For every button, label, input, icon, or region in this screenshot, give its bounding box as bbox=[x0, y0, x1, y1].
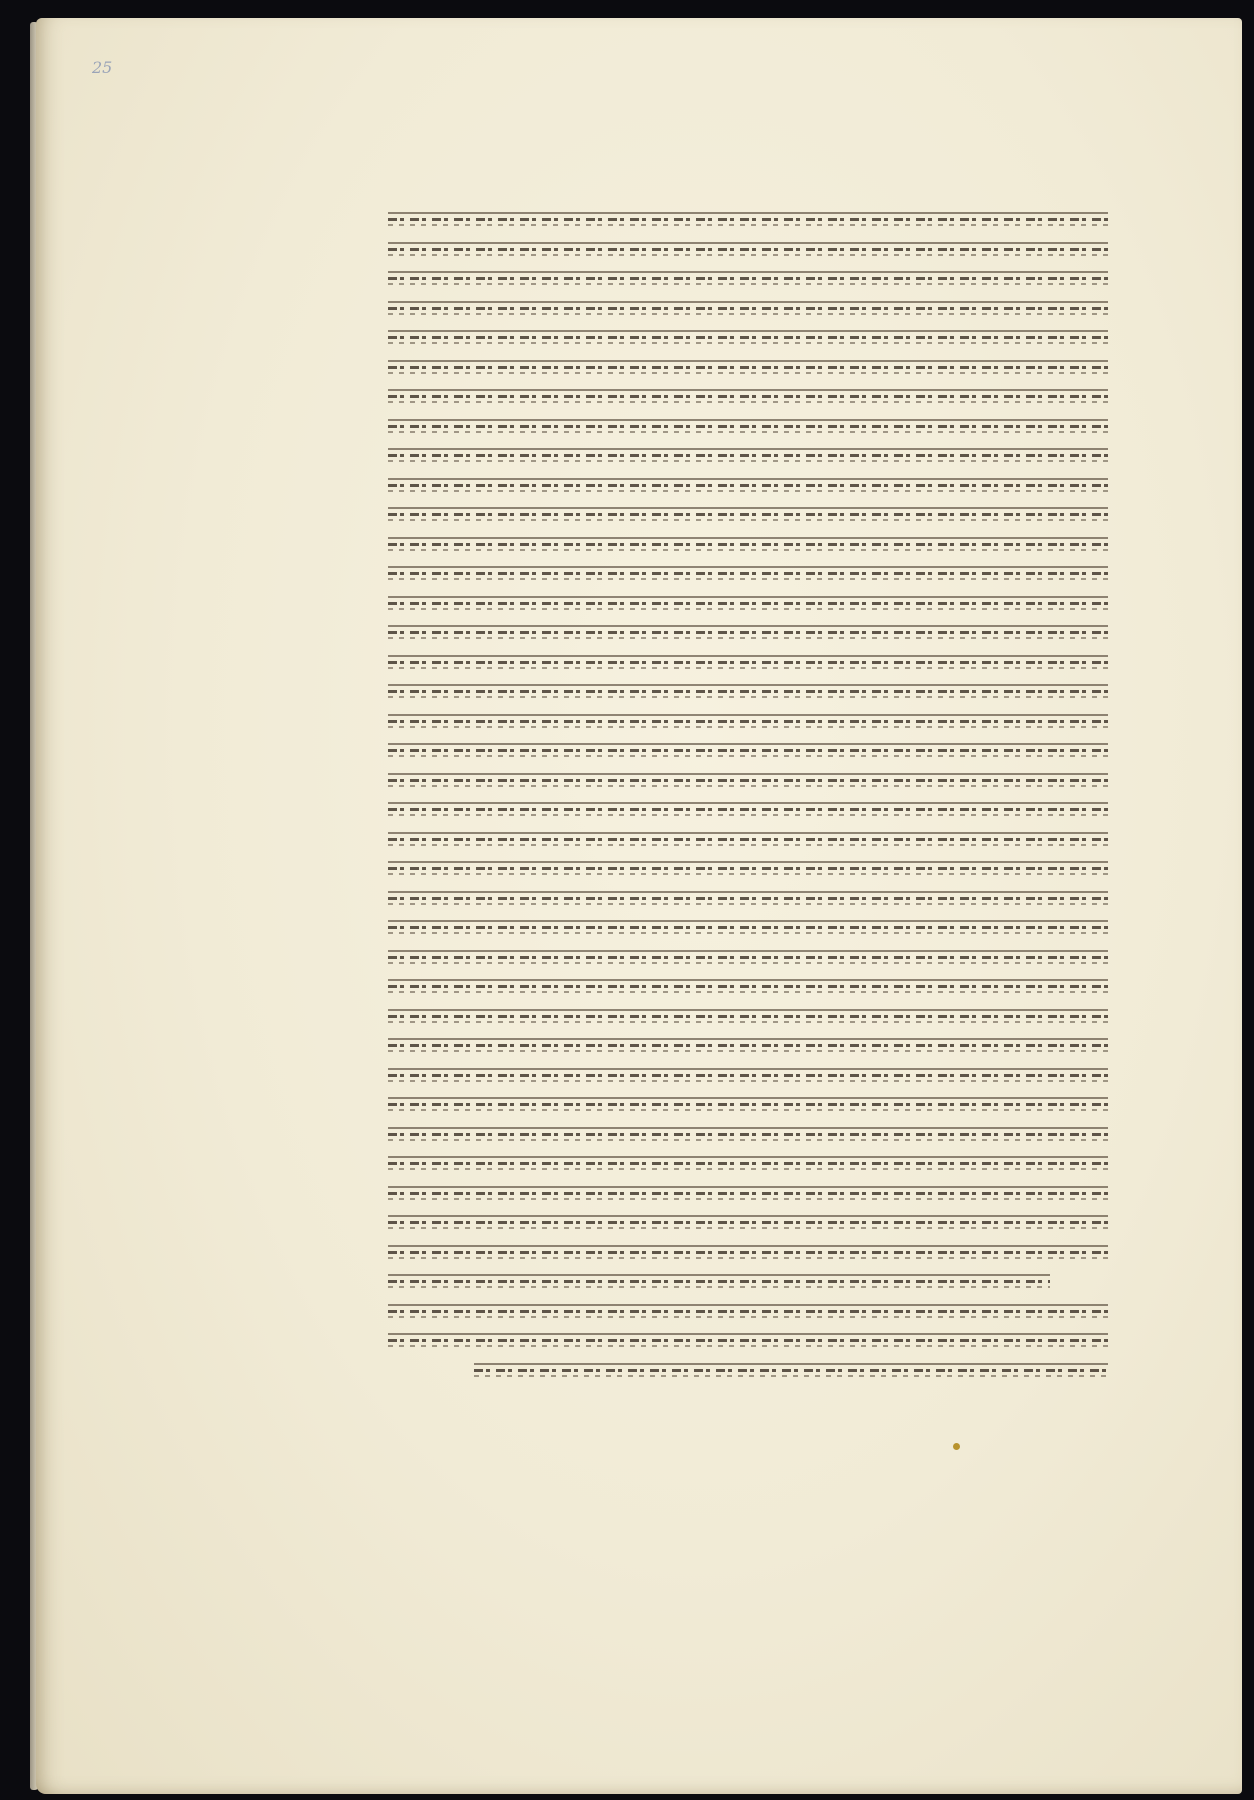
text-line bbox=[388, 852, 1108, 882]
text-line bbox=[388, 1206, 1108, 1236]
text-line bbox=[388, 1177, 1108, 1207]
text-line bbox=[388, 1295, 1108, 1325]
text-line bbox=[388, 675, 1108, 705]
ink-spot bbox=[953, 1443, 960, 1450]
text-line bbox=[388, 203, 1108, 233]
text-line bbox=[388, 941, 1108, 971]
text-line bbox=[388, 557, 1108, 587]
text-line bbox=[388, 233, 1108, 263]
text-line bbox=[474, 1354, 1108, 1384]
text-line bbox=[388, 469, 1108, 499]
text-line bbox=[388, 410, 1108, 440]
text-line bbox=[388, 1236, 1108, 1266]
text-line bbox=[388, 1147, 1108, 1177]
text-line bbox=[388, 705, 1108, 735]
text-line bbox=[388, 587, 1108, 617]
text-line bbox=[388, 646, 1108, 676]
text-line bbox=[388, 1088, 1108, 1118]
text-line bbox=[388, 1000, 1108, 1030]
folio-number: 25 bbox=[92, 58, 113, 77]
text-line bbox=[388, 882, 1108, 912]
text-line bbox=[388, 262, 1108, 292]
text-line bbox=[388, 321, 1108, 351]
text-line bbox=[388, 616, 1108, 646]
text-line bbox=[388, 911, 1108, 941]
text-line bbox=[388, 793, 1108, 823]
text-line bbox=[388, 1324, 1108, 1354]
manuscript-page bbox=[36, 18, 1242, 1794]
text-line bbox=[388, 292, 1108, 322]
text-line bbox=[388, 380, 1108, 410]
text-line bbox=[388, 498, 1108, 528]
text-line bbox=[388, 734, 1108, 764]
text-line bbox=[388, 764, 1108, 794]
text-line bbox=[388, 823, 1108, 853]
text-block bbox=[388, 203, 1108, 1383]
text-line bbox=[388, 1118, 1108, 1148]
text-line bbox=[388, 351, 1108, 381]
text-line bbox=[388, 439, 1108, 469]
text-line bbox=[388, 1059, 1108, 1089]
text-line bbox=[388, 1029, 1108, 1059]
text-line bbox=[388, 1265, 1050, 1295]
text-line bbox=[388, 528, 1108, 558]
text-line bbox=[388, 970, 1108, 1000]
